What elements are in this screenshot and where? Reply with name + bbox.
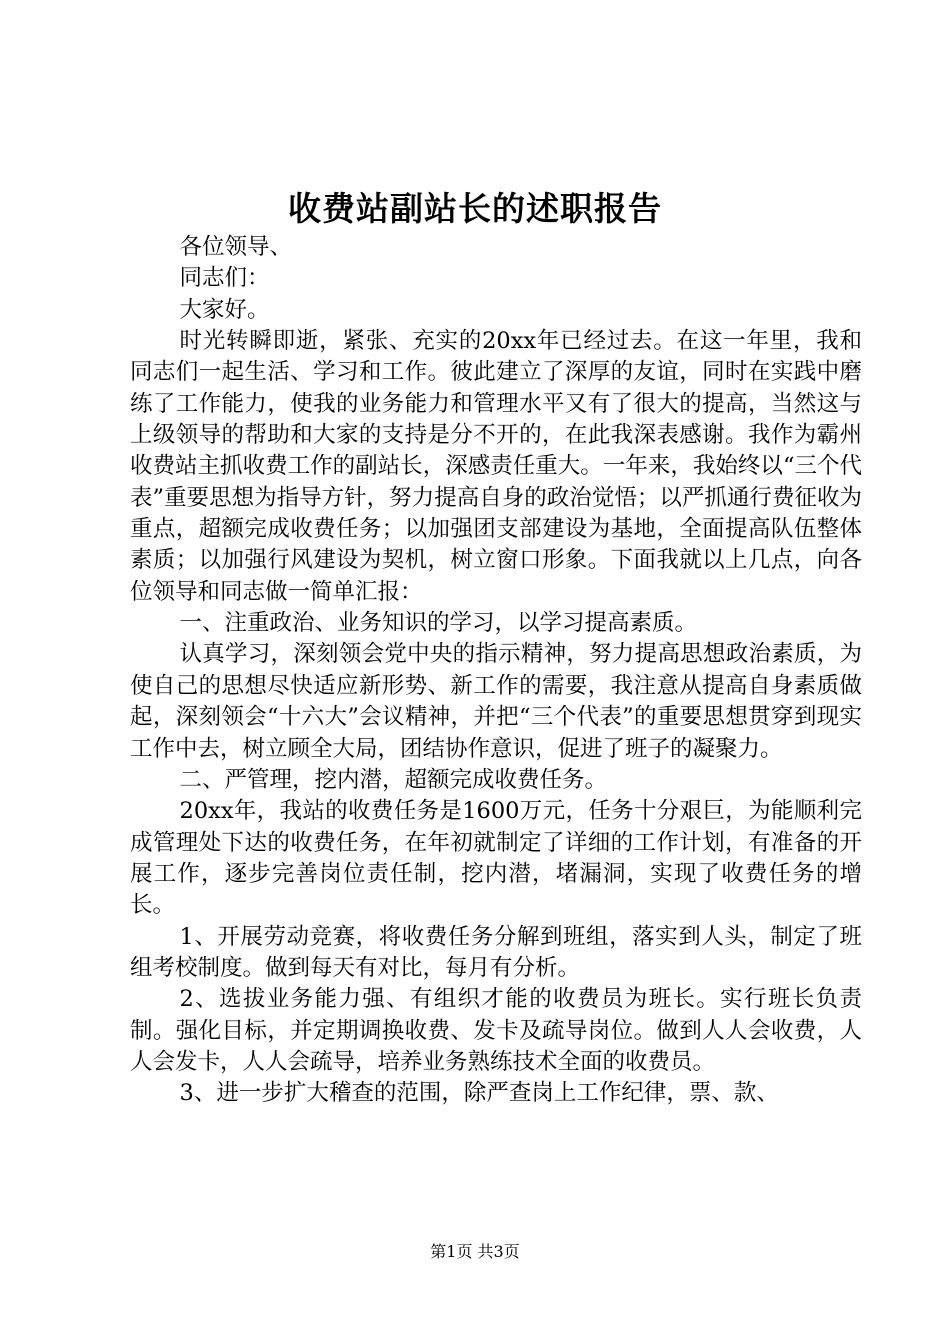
document-title: 收费站副站长的述职报告 xyxy=(288,189,662,228)
section-2-paragraph: 20xx年，我站的收费任务是1600万元，任务十分艰巨，为能顺利完成管理处下达的收费任务，在年初就制定了详细的工作计划，有准备的开展工作，逐步完善岗位责任制，挖内潜，堵漏洞，实现了收费任务的增长。 xyxy=(130,798,862,919)
greeting: 大家好。 xyxy=(179,296,270,323)
section-1-paragraph: 认真学习，深刻领会党中央的指示精神，努力提高思想政治素质，为使自己的思想尽快适应新形势、新工作的需要，我注意从提高自身素质做起，深刻领会“十六大”会议精神，并把“三个代表”的重要思想贯穿到现实工作中去，树立顾全大局，团结协作意识，促进了班子的凝聚力。 xyxy=(130,641,862,762)
list-item-1: 1、开展劳动竞赛，将收费任务分解到班组，落实到人头，制定了班组考校制度。做到每天有对比，每月有分析。 xyxy=(130,923,862,981)
section-heading-1: 一、注重政治、业务知识的学习，以学习提高素质。 xyxy=(179,610,698,637)
page-number-footer: 第1页 共3页 xyxy=(430,1242,520,1261)
section-heading-2: 二、严管理，挖内潜，超额完成收费任务。 xyxy=(179,766,608,793)
salutation-comrades: 同志们： xyxy=(179,265,270,292)
document-body xyxy=(130,232,862,1110)
list-item-3: 3、进一步扩大稽查的范围，除严查岗上工作纪律，票、款、 xyxy=(179,1080,779,1107)
salutation-leaders: 各位领导、 xyxy=(179,234,293,260)
intro-paragraph: 时光转瞬即逝，紧张、充实的20xx年已经过去。在这一年里，我和同志们一起生活、学习和工作。彼此建立了深厚的友谊，同时在实践中磨练了工作能力，使我的业务能力和管理水平又有了很大的提高，当然这与上级领导的帮助和大家的支持是分不开的，在此我深表感谢。我作为霸州收费站主抓收费工作的副站长，深感责任重大。一年来，我始终以“三个代表”重要思想为指导方针，努力提高自身的政治觉悟；以严抓通行费征收为重点，超额完成收费任务；以加强团支部建设为基地，全面提高队伍整体素质；以加强行风建设为契机，树立窗口形象。下面我就以上几点，向各位领导和同志做一简单汇报： xyxy=(130,328,862,605)
list-item-2: 2、选拔业务能力强、有组织才能的收费员为班长。实行班长负责制。强化目标，并定期调换收费、发卡及疏导岗位。做到人人会收费，人人会发卡，人人会疏导，培养业务熟练技术全面的收费员。 xyxy=(130,986,862,1075)
